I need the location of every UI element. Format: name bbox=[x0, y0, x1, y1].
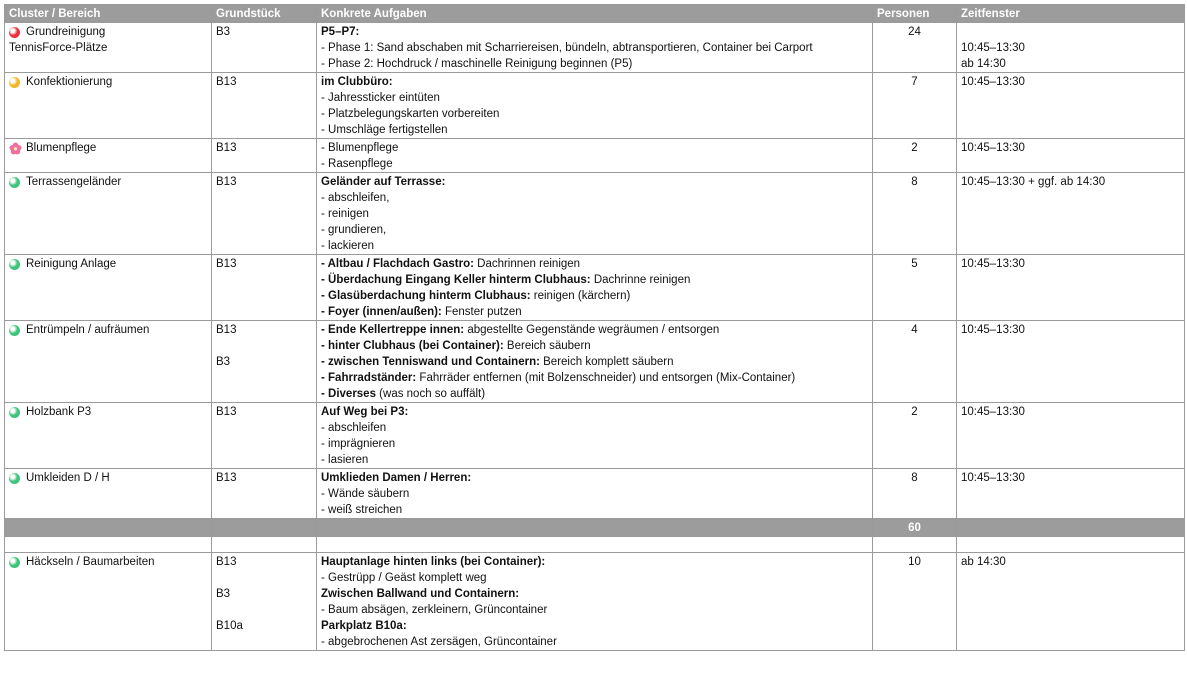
table-row bbox=[5, 321, 1185, 403]
cluster-cell[interactable] bbox=[5, 173, 212, 255]
flower-icon bbox=[9, 142, 22, 155]
grundstueck-cell[interactable] bbox=[212, 23, 317, 73]
task-line bbox=[321, 174, 868, 190]
header-cluster[interactable]: Cluster / Bereich bbox=[5, 5, 212, 23]
task-text: reinigen (kärchern) bbox=[530, 290, 631, 302]
spacer bbox=[216, 602, 312, 618]
zeitfenster-value: ab 14:30 bbox=[961, 556, 1006, 568]
personen-cell[interactable]: 2 bbox=[873, 403, 957, 469]
total-cell[interactable] bbox=[957, 519, 1185, 537]
task-line bbox=[321, 554, 868, 570]
task-line bbox=[321, 354, 868, 370]
yellow-circle-icon bbox=[9, 77, 20, 88]
zeitfenster-value: 10:45–13:30 bbox=[961, 324, 1025, 336]
personen-cell[interactable]: 8 bbox=[873, 469, 957, 519]
task-bold: Geländer auf Terrasse: bbox=[321, 176, 446, 188]
tasks-cell[interactable] bbox=[317, 403, 873, 469]
task-text: Bereich säubern bbox=[503, 340, 591, 352]
cluster-label: Blumenpflege bbox=[26, 142, 97, 154]
table-row bbox=[5, 73, 1185, 139]
zeitfenster-value: 10:45–13:30 bbox=[961, 258, 1025, 270]
cluster-label: Grundreinigung bbox=[26, 26, 106, 38]
cluster-label: Reinigung Anlage bbox=[26, 258, 117, 270]
task-line bbox=[321, 222, 868, 238]
task-text: Bereich komplett säubern bbox=[539, 356, 674, 368]
tasks-cell[interactable] bbox=[317, 255, 873, 321]
zeitfenster-cell[interactable] bbox=[957, 23, 1185, 73]
zeitfenster-value: 10:45–13:30 bbox=[961, 42, 1025, 54]
table-row bbox=[5, 553, 1185, 651]
task-line bbox=[321, 338, 868, 354]
empty-cell[interactable] bbox=[873, 537, 957, 553]
task-line bbox=[321, 618, 868, 634]
task-line bbox=[321, 322, 868, 338]
task-line bbox=[321, 40, 868, 56]
zeitfenster-value: 10:45–13:30 bbox=[961, 76, 1025, 88]
tasks-cell[interactable] bbox=[317, 469, 873, 519]
task-bold: P5–P7: bbox=[321, 26, 360, 38]
header-personen[interactable]: Personen bbox=[873, 5, 957, 23]
zeitfenster-cell[interactable] bbox=[957, 553, 1185, 651]
spacer bbox=[216, 570, 312, 586]
task-line bbox=[321, 502, 868, 518]
grundstueck-cell[interactable] bbox=[212, 321, 317, 403]
cluster-label: Terrassengeländer bbox=[26, 176, 122, 188]
cluster-name bbox=[9, 554, 207, 570]
task-text: - Baum absägen, zerkleinern, Grüncontainer bbox=[321, 604, 548, 616]
green-circle-icon bbox=[9, 473, 20, 484]
cluster-name bbox=[9, 24, 207, 40]
personen-cell[interactable]: 24 bbox=[873, 23, 957, 73]
grundstueck-cell[interactable] bbox=[212, 173, 317, 255]
grundstueck-value: B13 bbox=[216, 324, 237, 336]
tasks-cell[interactable] bbox=[317, 321, 873, 403]
task-line bbox=[321, 24, 868, 40]
task-text: - abschleifen bbox=[321, 422, 387, 434]
zeitfenster-cell[interactable] bbox=[957, 321, 1185, 403]
grundstueck-cell[interactable] bbox=[212, 139, 317, 173]
zeitfenster-cell[interactable] bbox=[957, 73, 1185, 139]
task-bold: Zwischen Ballwand und Containern: bbox=[321, 588, 520, 600]
green-circle-icon bbox=[9, 557, 20, 568]
cluster-label: Entrümpeln / aufräumen bbox=[26, 324, 150, 336]
cluster-label: Häckseln / Baumarbeiten bbox=[26, 556, 155, 568]
total-cell[interactable] bbox=[5, 519, 212, 537]
cluster-cell[interactable] bbox=[5, 321, 212, 403]
task-line bbox=[321, 56, 868, 72]
task-line bbox=[321, 470, 868, 486]
zeitfenster-value: 10:45–13:30 bbox=[961, 472, 1025, 484]
cluster-name bbox=[9, 470, 207, 486]
personen-cell[interactable]: 10 bbox=[873, 553, 957, 651]
task-line bbox=[321, 634, 868, 650]
task-line bbox=[321, 436, 868, 452]
empty-cell[interactable] bbox=[212, 537, 317, 553]
task-text: - imprägnieren bbox=[321, 438, 396, 450]
zeitfenster-value: ab 14:30 bbox=[961, 58, 1006, 70]
cluster-cell[interactable] bbox=[5, 553, 212, 651]
table-row bbox=[5, 139, 1185, 173]
task-line bbox=[321, 452, 868, 468]
task-bold: im Clubbüro: bbox=[321, 76, 393, 88]
grundstueck-value: B13 bbox=[216, 406, 237, 418]
cluster-cell[interactable] bbox=[5, 139, 212, 173]
task-line bbox=[321, 570, 868, 586]
task-text: - Wände säubern bbox=[321, 488, 410, 500]
task-line bbox=[321, 288, 868, 304]
task-bold: - Altbau / Flachdach Gastro: bbox=[321, 258, 474, 270]
grundstueck-value: B13 bbox=[216, 472, 237, 484]
zeitfenster-cell[interactable] bbox=[957, 173, 1185, 255]
grundstueck-value: B3 bbox=[216, 26, 231, 38]
task-bold: - Fahrradständer: bbox=[321, 372, 417, 384]
personen-cell[interactable]: 2 bbox=[873, 139, 957, 173]
cluster-cell[interactable] bbox=[5, 255, 212, 321]
cluster-cell[interactable] bbox=[5, 403, 212, 469]
header-row bbox=[5, 5, 1185, 23]
task-text: - abgebrochenen Ast zersägen, Grüncontainer bbox=[321, 636, 557, 648]
zeitfenster-cell[interactable] bbox=[957, 139, 1185, 173]
task-line bbox=[321, 486, 868, 502]
table-row bbox=[5, 23, 1185, 73]
cluster-label: Umkleiden D / H bbox=[26, 472, 110, 484]
task-text: - Rasenpflege bbox=[321, 158, 393, 170]
zeitfenster-cell[interactable] bbox=[957, 403, 1185, 469]
grundstueck-value: B13 bbox=[216, 258, 237, 270]
task-line bbox=[321, 140, 868, 156]
task-text: Fenster putzen bbox=[441, 306, 522, 318]
task-line bbox=[321, 238, 868, 254]
zeitfenster-value: 10:45–13:30 bbox=[961, 406, 1025, 418]
task-line bbox=[321, 370, 868, 386]
empty-row bbox=[5, 537, 1185, 553]
task-bold: - Diverses bbox=[321, 388, 376, 400]
task-text: - lackieren bbox=[321, 240, 375, 252]
task-text: Fahrräder entfernen (mit Bolzenschneider) und entsorgen (Mix-Container) bbox=[416, 372, 796, 384]
green-circle-icon bbox=[9, 407, 20, 418]
task-text: - reinigen bbox=[321, 208, 369, 220]
task-line bbox=[321, 74, 868, 90]
grundstueck-cell[interactable] bbox=[212, 403, 317, 469]
grundstueck-value: B13 bbox=[216, 556, 237, 568]
task-text: - Phase 1: Sand abschaben mit Scharriereisen, bündeln, abtransportieren, Container bei Carport bbox=[321, 42, 813, 54]
header-aufgaben[interactable]: Konkrete Aufgaben bbox=[317, 5, 873, 23]
grundstueck-value: B3 bbox=[216, 588, 231, 600]
table-row bbox=[5, 173, 1185, 255]
task-text: - Gestrüpp / Geäst komplett weg bbox=[321, 572, 487, 584]
task-text: - Phase 2: Hochdruck / maschinelle Reinigung beginnen (P5) bbox=[321, 58, 633, 70]
task-line bbox=[321, 106, 868, 122]
task-text: abgestellte Gegenstände wegräumen / entsorgen bbox=[464, 324, 720, 336]
table-row bbox=[5, 255, 1185, 321]
tasks-cell[interactable] bbox=[317, 173, 873, 255]
cluster-name bbox=[9, 256, 207, 272]
task-bold: - zwischen Tenniswand und Containern: bbox=[321, 356, 540, 368]
personen-cell[interactable]: 8 bbox=[873, 173, 957, 255]
task-line bbox=[321, 386, 868, 402]
cluster-label: Holzbank P3 bbox=[26, 406, 92, 418]
task-line bbox=[321, 256, 868, 272]
task-line bbox=[321, 420, 868, 436]
task-text: - grundieren, bbox=[321, 224, 387, 236]
zeitfenster-value: 10:45–13:30 bbox=[961, 142, 1025, 154]
tasks-cell[interactable] bbox=[317, 139, 873, 173]
grundstueck-cell[interactable] bbox=[212, 73, 317, 139]
total-row bbox=[5, 519, 1185, 537]
cluster-name bbox=[9, 140, 207, 156]
cluster-name bbox=[9, 174, 207, 190]
task-bold: - Glasüberdachung hinterm Clubhaus: bbox=[321, 290, 531, 302]
task-bold: - hinter Clubhaus (bei Container): bbox=[321, 340, 504, 352]
task-line bbox=[321, 586, 868, 602]
grundstueck-cell[interactable] bbox=[212, 469, 317, 519]
grundstueck-cell[interactable] bbox=[212, 255, 317, 321]
cluster-cell[interactable] bbox=[5, 73, 212, 139]
grundstueck-value: B13 bbox=[216, 176, 237, 188]
green-circle-icon bbox=[9, 177, 20, 188]
task-bold: - Foyer (innen/außen): bbox=[321, 306, 442, 318]
task-text: - lasieren bbox=[321, 454, 369, 466]
cluster-cell[interactable] bbox=[5, 469, 212, 519]
cluster-cell[interactable] bbox=[5, 23, 212, 73]
task-table bbox=[4, 4, 1185, 651]
task-line bbox=[321, 404, 868, 420]
task-bold: - Überdachung Eingang Keller hinterm Clubhaus: bbox=[321, 274, 591, 286]
task-bold: Hauptanlage hinten links (bei Container): bbox=[321, 556, 546, 568]
personen-cell[interactable]: 7 bbox=[873, 73, 957, 139]
red-circle-icon bbox=[9, 27, 20, 38]
tasks-cell[interactable] bbox=[317, 73, 873, 139]
task-text: - Platzbelegungskarten vorbereiten bbox=[321, 108, 500, 120]
task-text: - Blumenpflege bbox=[321, 142, 399, 154]
cluster-label: Konfektionierung bbox=[26, 76, 113, 88]
cluster-name bbox=[9, 322, 207, 338]
task-line bbox=[321, 190, 868, 206]
task-text: Dachrinnen reinigen bbox=[473, 258, 581, 270]
empty-cell[interactable] bbox=[957, 537, 1185, 553]
task-bold: Umklieden Damen / Herren: bbox=[321, 472, 472, 484]
task-bold: - Ende Kellertreppe innen: bbox=[321, 324, 465, 336]
header-grundstueck[interactable]: Grundstück bbox=[212, 5, 317, 23]
total-cell[interactable] bbox=[317, 519, 873, 537]
task-text: (was noch so auffält) bbox=[375, 388, 486, 400]
zeitfenster-value: 10:45–13:30 + ggf. ab 14:30 bbox=[961, 176, 1106, 188]
spacer bbox=[961, 24, 1180, 40]
zeitfenster-cell[interactable] bbox=[957, 469, 1185, 519]
grundstueck-value: B10a bbox=[216, 620, 243, 632]
task-line bbox=[321, 206, 868, 222]
grundstueck-cell[interactable] bbox=[212, 553, 317, 651]
header-zeitfenster[interactable]: Zeitfenster bbox=[957, 5, 1185, 23]
cluster-name bbox=[9, 74, 207, 90]
spacer bbox=[216, 338, 312, 354]
green-circle-icon bbox=[9, 259, 20, 270]
table-row bbox=[5, 403, 1185, 469]
task-line bbox=[321, 304, 868, 320]
task-line bbox=[321, 90, 868, 106]
task-text: - weiß streichen bbox=[321, 504, 403, 516]
empty-cell[interactable] bbox=[317, 537, 873, 553]
task-line bbox=[321, 272, 868, 288]
personen-cell[interactable]: 5 bbox=[873, 255, 957, 321]
tasks-cell[interactable] bbox=[317, 553, 873, 651]
task-line bbox=[321, 602, 868, 618]
task-text: - Jahressticker eintüten bbox=[321, 92, 440, 104]
zeitfenster-cell[interactable] bbox=[957, 255, 1185, 321]
grundstueck-value: B13 bbox=[216, 142, 237, 154]
table-row bbox=[5, 469, 1185, 519]
tasks-cell[interactable] bbox=[317, 23, 873, 73]
empty-cell[interactable] bbox=[5, 537, 212, 553]
personen-cell[interactable]: 4 bbox=[873, 321, 957, 403]
total-cell[interactable] bbox=[212, 519, 317, 537]
cluster-name bbox=[9, 404, 207, 420]
task-bold: Parkplatz B10a: bbox=[321, 620, 407, 632]
task-line bbox=[321, 156, 868, 172]
task-line bbox=[321, 122, 868, 138]
task-bold: Auf Weg bei P3: bbox=[321, 406, 409, 418]
task-text: Dachrinne reinigen bbox=[590, 274, 691, 286]
grundstueck-value: B13 bbox=[216, 76, 237, 88]
cluster-label-line: TennisForce-Plätze bbox=[9, 42, 108, 54]
grundstueck-value: B3 bbox=[216, 356, 231, 368]
total-personen[interactable]: 60 bbox=[873, 519, 957, 537]
task-text: - Umschläge fertigstellen bbox=[321, 124, 448, 136]
green-circle-icon bbox=[9, 325, 20, 336]
task-text: - abschleifen, bbox=[321, 192, 390, 204]
